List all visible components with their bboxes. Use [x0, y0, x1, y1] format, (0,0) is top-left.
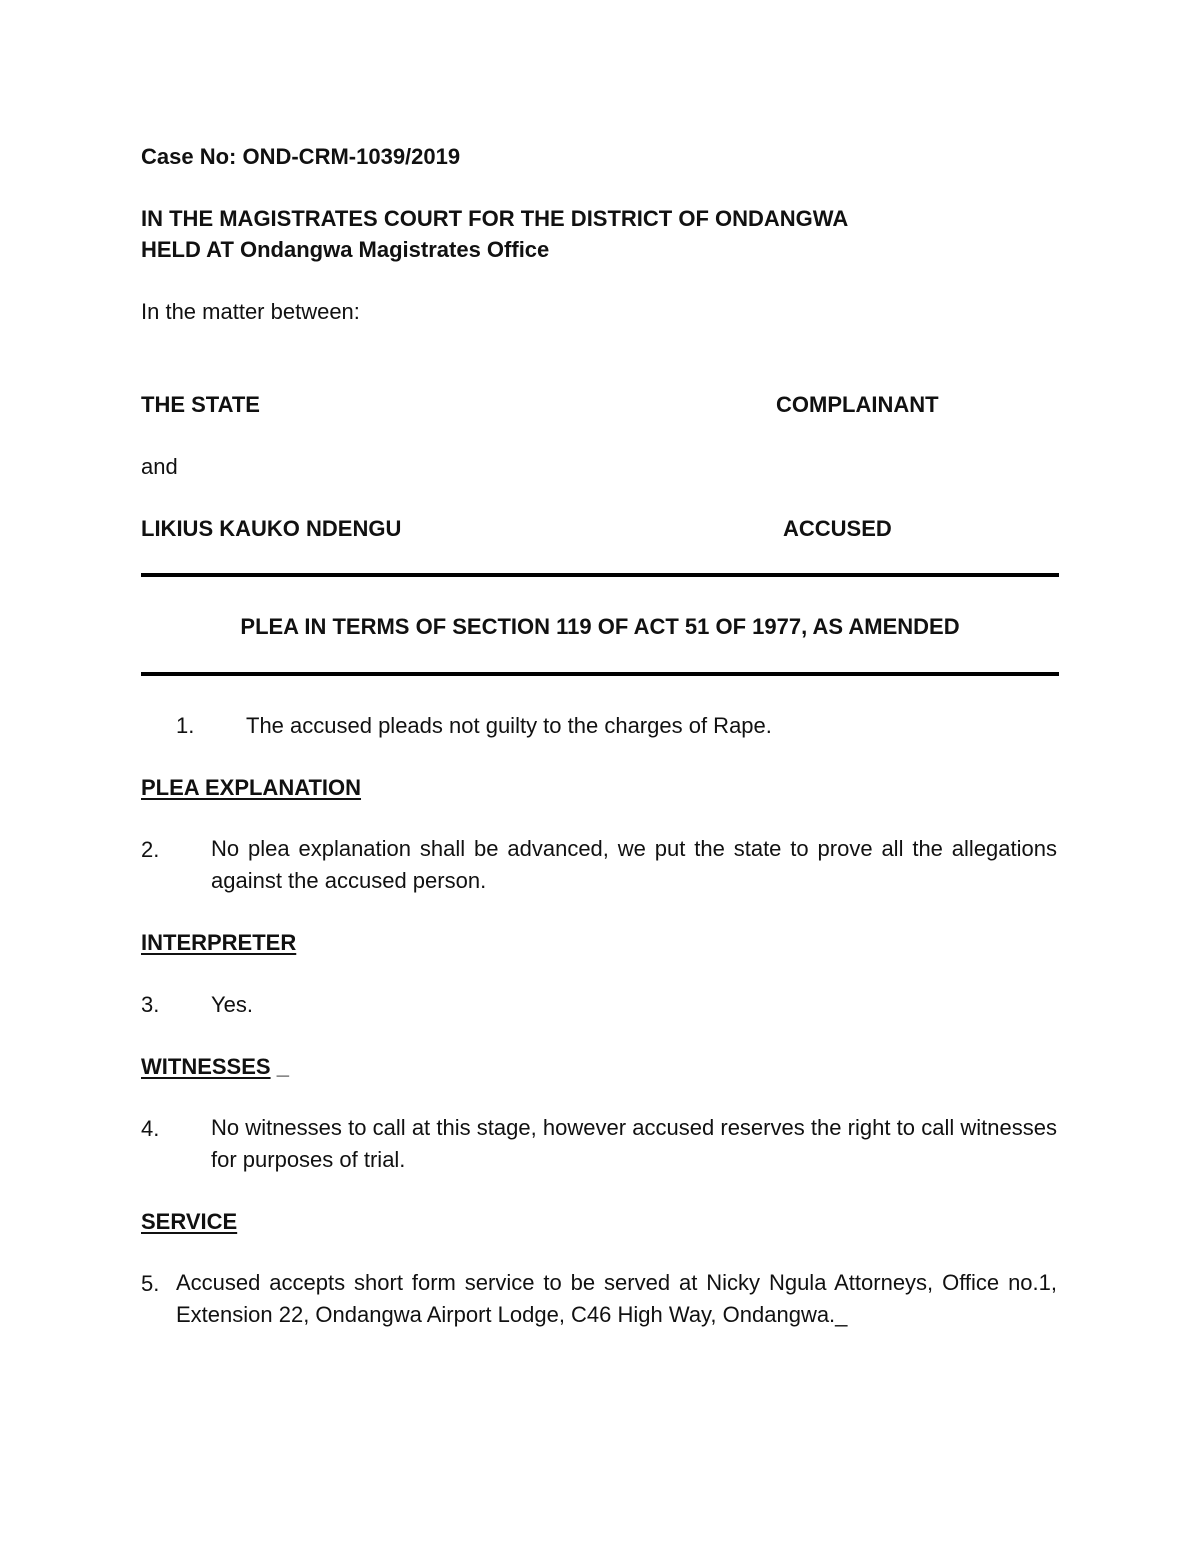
party-1-role: COMPLAINANT — [776, 392, 939, 417]
heading-witnesses-line — [141, 1056, 289, 1078]
heading-witnesses: WITNESSES — [141, 1054, 271, 1079]
party-2-role: ACCUSED — [783, 516, 892, 541]
item-2-text: No plea explanation shall be advanced, we put the state to prove all the allegations against the accused person. — [211, 836, 1057, 893]
bottom-divider-rule — [141, 672, 1059, 676]
item-2-number: 2. — [141, 837, 160, 862]
party-1-name: THE STATE — [141, 392, 260, 417]
item-3-text: Yes. — [211, 992, 254, 1017]
party-2-name: LIKIUS KAUKO NDENGU — [141, 516, 402, 541]
document-title: PLEA IN TERMS OF SECTION 119 OF ACT 51 OF 1977, AS AMENDED — [240, 614, 960, 639]
item-4-number: 4. — [141, 1116, 160, 1141]
item-3-number: 3. — [141, 992, 160, 1017]
heading-interpreter: INTERPRETER — [141, 930, 297, 955]
heading-service: SERVICE — [141, 1209, 238, 1234]
case-number: Case No: OND-CRM-1039/2019 — [141, 144, 461, 169]
item-1-number: 1. — [176, 713, 195, 738]
heading-witnesses-suffix: _ — [270, 1054, 289, 1079]
matter-between-label: In the matter between: — [141, 299, 360, 324]
item-1-text: The accused pleads not guilty to the charges of Rape. — [246, 713, 772, 738]
top-divider-rule — [141, 573, 1059, 577]
court-heading-line-1: IN THE MAGISTRATES COURT FOR THE DISTRICT OF ONDANGWA — [141, 206, 849, 231]
court-heading-line-2: HELD AT Ondangwa Magistrates Office — [141, 237, 550, 262]
heading-plea-explanation: PLEA EXPLANATION — [141, 775, 362, 800]
item-4-text: No witnesses to call at this stage, however accused reserves the right to call witnesses for purposes of trial. — [211, 1115, 1057, 1172]
item-5-text: Accused accepts short form service to be served at Nicky Ngula Attorneys, Office no.1, Extension 22, Ondangwa Airport Lodge, C46 High Way, Ondangwa._ — [176, 1270, 1057, 1327]
item-5-number: 5. — [141, 1271, 160, 1296]
conjunction-and: and — [141, 454, 178, 479]
